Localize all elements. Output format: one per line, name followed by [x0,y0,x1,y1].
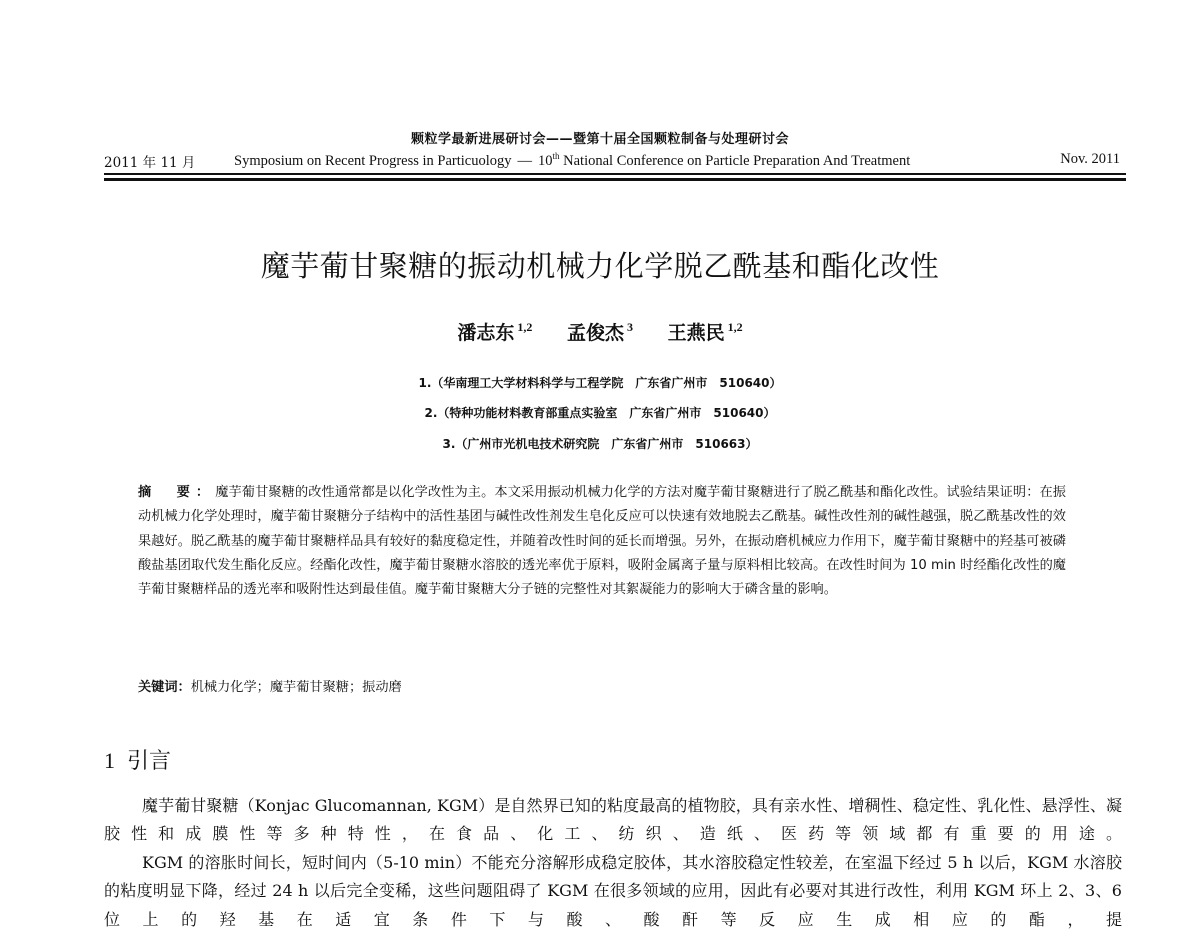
keywords-text: 机械力化学；魔芋葡甘聚糖；振动磨 [190,680,402,695]
section-heading [104,744,171,775]
body-text [104,792,1122,934]
author-affiliation-mark: 1,2 [517,320,533,334]
author-list [0,318,1200,345]
affiliation: 3.（广州市光机电技术研究院 广东省广州市 510663） [442,437,758,451]
abstract-label: 摘 要： [138,485,216,500]
paragraph: 魔芋葡甘聚糖（Konjac Glucomannan, KGM）是自然界已知的粘度最高的植物胶，具有亲水性、增稠性、稳定性、乳化性、悬浮性、凝胶性和成膜性等多种特性，在食品、化工、纺织、造纸、医药等领域都有重要的用途。 [104,796,1122,844]
author: 王燕民 $^{1,2}$ [667,320,743,344]
symposium-name: Symposium on Recent Progress in Particuology [234,152,512,169]
header-date-cn: 2011 年 11 月 [104,155,196,171]
running-header-row [104,151,1126,171]
keywords-label: 关键词： [138,680,191,695]
author: 孟俊杰 $^3$ [566,320,633,344]
author-affiliation-mark: 1,2 [727,320,743,334]
conference-ordinal: 10 [538,152,553,169]
section-number: 1 [104,748,115,773]
section-title: 引言 [127,749,172,774]
header-date-en: Nov. 2011 [1060,151,1120,167]
abstract [138,481,1066,602]
paragraph: KGM 的溶胀时间长，短时间内（5-10 min）不能充分溶解形成稳定胶体，其水溶胶稳定性较差，在室温下经过 5 h 以后，KGM 水溶胶的粘度明显下降，经过 24 h 以后完全变稀，这些问题阻碍了 KGM 在很多领域的应用，因此有必要对其进行改性，利用 KGM 环上 2、3、6 位上的羟基在适宜条件下与酸、酸酐等反应生成相应的酯，提 [104,852,1122,929]
affiliation: 1.（华南理工大学材料科学与工程学院 广东省广州市 510640） [418,376,782,390]
abstract-text: 魔芋葡甘聚糖的改性通常都是以化学改性为主。本文采用振动机械力化学的方法对魔芋葡甘聚糖进行了脱乙酰基和酯化改性。试验结果证明：在振动机械力化学处理时，魔芋葡甘聚糖分子结构中的活性基团与碱性改性剂发生皂化反应可以快速有效地脱去乙酰基。碱性改性剂的碱性越强，脱乙酰基改性的效果越好。脱乙酰基的魔芋葡甘聚糖样品具有较好的黏度稳定性，并随着改性时间的延长而增强。另外，在振动磨机械应力作用下，魔芋葡甘聚糖中的羟基可被磷酸盐基团取代发生酯化反应。经酯化改性，魔芋葡甘聚糖水溶胶的透光率优于原料，吸附金属离子量与原料相比较高。在改性时间为 10 min 时经酯化改性的魔芋葡甘聚糖样品的透光率和吸附性达到最佳值。魔芋葡甘聚糖大分子链的完整性对其絮凝能力的影响大于磷含量的影响。 [138,485,1066,598]
conference-name-en: National Conference on Particle Preparation And Treatment [563,152,911,169]
header-rule-thin [104,173,1126,175]
paper-title: 魔芋葡甘聚糖的振动机械力化学脱乙酰基和酯化改性 [260,249,940,283]
header-symposium-en [234,151,910,170]
affiliation: 2.（特种功能材料教育部重点实验室 广东省广州市 510640） [424,406,776,420]
running-header-cn: 颗粒学最新进展研讨会——暨第十届全国颗粒制备与处理研讨会 [410,132,789,147]
ordinal-suffix: th [552,151,560,161]
header-rule-thick [104,178,1126,181]
header-dash: — [517,152,532,169]
keywords [138,676,1066,695]
author-affiliation-mark: 3 [627,320,633,334]
author: 潘志东 $^{1,2}$ [457,320,533,344]
